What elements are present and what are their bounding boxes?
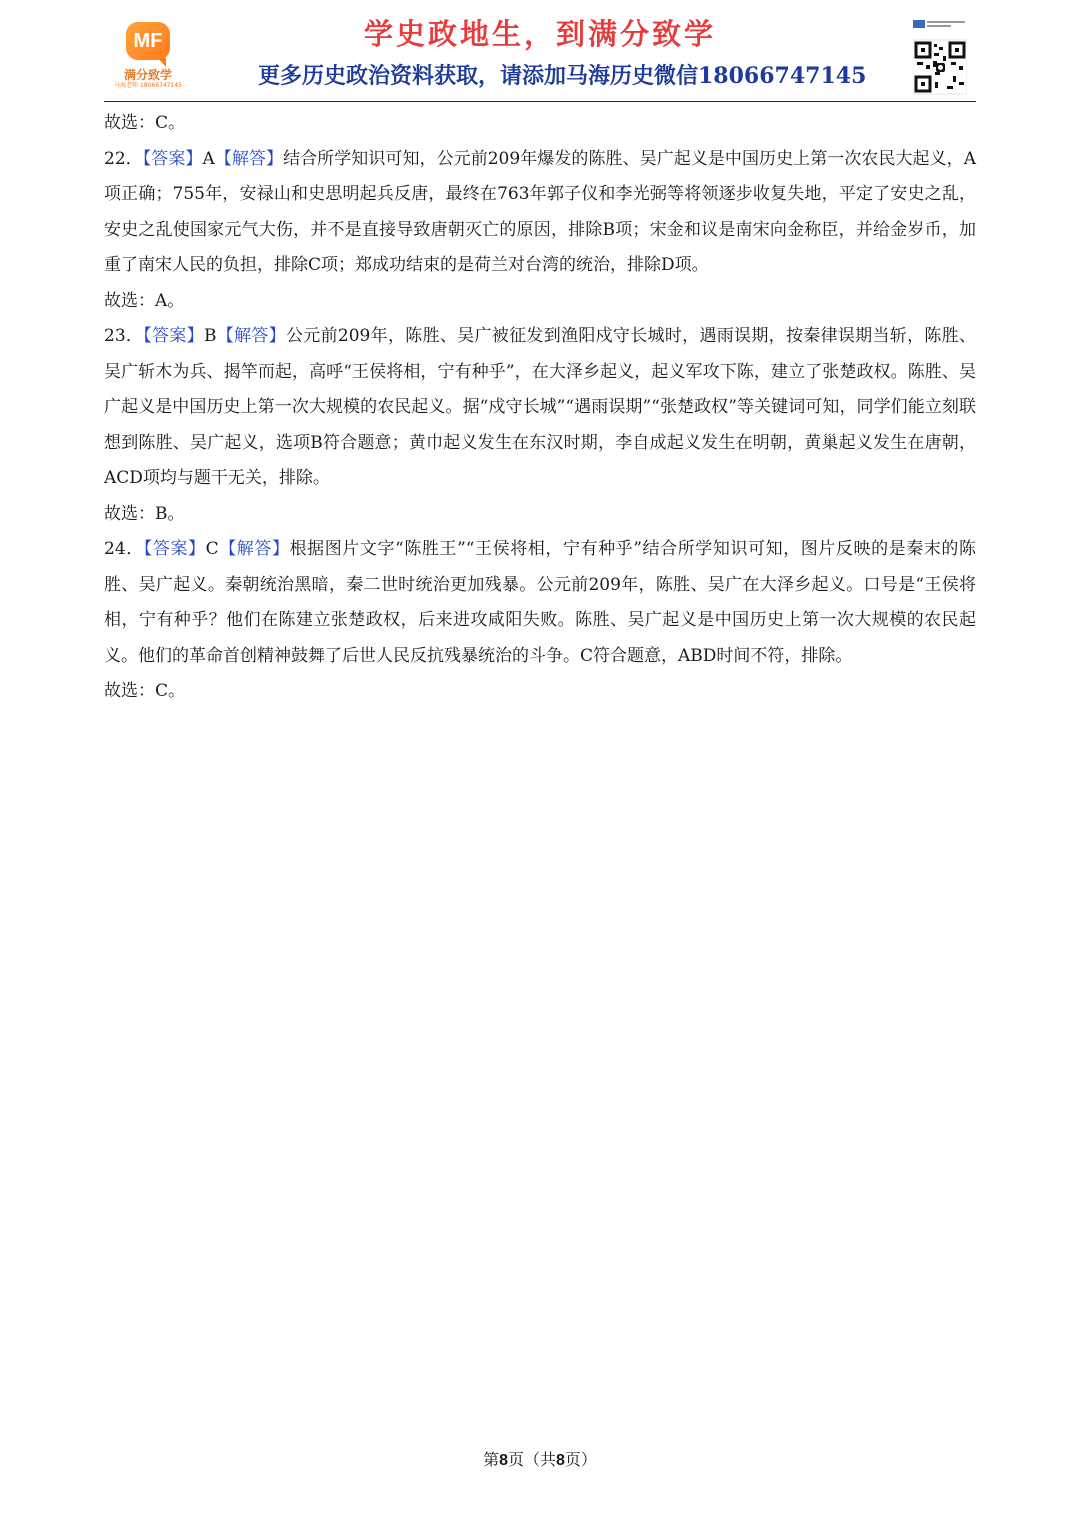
question-number: 24．	[104, 539, 144, 559]
answer-choice: B	[203, 326, 217, 346]
answer-item-24	[104, 532, 976, 674]
logo-subtitle: 马海老师 18066747145	[114, 82, 182, 89]
answer-content	[104, 106, 976, 710]
analysis-text: 公元前209年，陈胜、吴广被征发到渔阳戍守长城时，遇雨误期，按秦律误期当斩，陈胜、吴广斩木为兵、揭竿而起，高呼“王侯将相，宁有种乎”，在大泽乡起义，起义军攻下陈，建立了张楚政权。陈胜、吴广起义是中国历史上第一次大规模的农民起义。据“戍守长城”“遇雨误期”“张楚政权”等关键词可知，同学们能立刻联想到陈胜、吴广起义，选项B符合题意；黄巾起义发生在东汉时期，李自成起义发生在明朝，黄巢起义发生在唐朝，ACD项均与题干无关，排除。	[104, 326, 977, 488]
analysis-text: 根据图片文字“陈胜王”“王侯将相，宁有种乎”结合所学知识可知，图片反映的是秦末的陈胜、吴广起义。秦朝统治黑暗，秦二世时统治更加残暴。公元前209年，陈胜、吴广在大泽乡起义。口号是“王侯将相，宁有种乎？他们在陈建立张楚政权，后来进攻咸阳失败。陈胜、吴广起义是中国历史上第一次大规模的农民起义。他们的革命首创精神鼓舞了后世人民反抗残暴统治的斗争。C符合题意，ABD时间不符，排除。	[104, 539, 977, 666]
analysis-tag: 【解答】	[218, 539, 290, 559]
conclusion-23: 故选：B。	[104, 503, 185, 524]
answer-tag: 【答案】	[143, 326, 204, 346]
header-slogan: 学史政地生，到满分致学	[363, 17, 716, 51]
logo-mark: MF	[126, 22, 170, 60]
answer-choice: A	[202, 148, 215, 169]
conclusion-24: 故选：C。	[104, 681, 186, 701]
total-page-number: 8	[556, 1452, 565, 1469]
header-contact: 更多历史政治资料获取，请添加马海历史微信18066747145	[258, 63, 867, 89]
analysis-tag: 【解答】	[214, 148, 284, 169]
analysis-text: 结合所学知识可知，公元前209年爆发的陈胜、吴广起义是中国历史上第一次农民大起义，A项正确；755年，安禄山和史思明起兵反唐，最终在763年郭子仪和李光弼等将领逐步收复失地，平定了安史之乱，安史之乱使国家元气大伤，并不是直接导致唐朝灭亡的原因，排除B项；宋金和议是南宋向金称臣，并给金岁币，加重了南宋人民的负担，排除C项；郑成功结束的是荷兰对台湾的统治，排除D项。	[104, 148, 977, 275]
brand-logo	[113, 22, 183, 92]
answer-tag: 【答案】	[142, 148, 203, 169]
answer-tag: 【答案】	[143, 539, 206, 559]
logo-name: 满分致学	[123, 68, 172, 82]
answer-choice: C	[205, 539, 219, 559]
answer-item-22	[104, 142, 976, 284]
answer-item-23	[104, 319, 976, 497]
analysis-tag: 【解答】	[216, 326, 286, 346]
conclusion-22: 故选：A。	[104, 290, 185, 311]
qr-code-icon	[913, 20, 967, 96]
page-header	[0, 0, 1080, 104]
current-page-number: 8	[499, 1452, 508, 1469]
question-number: 23．	[104, 326, 144, 346]
header-divider	[104, 101, 976, 102]
conclusion-21: 故选：C。	[104, 113, 186, 133]
question-number: 22．	[104, 148, 143, 169]
page-footer: 第8页（共8页）	[483, 1450, 597, 1469]
